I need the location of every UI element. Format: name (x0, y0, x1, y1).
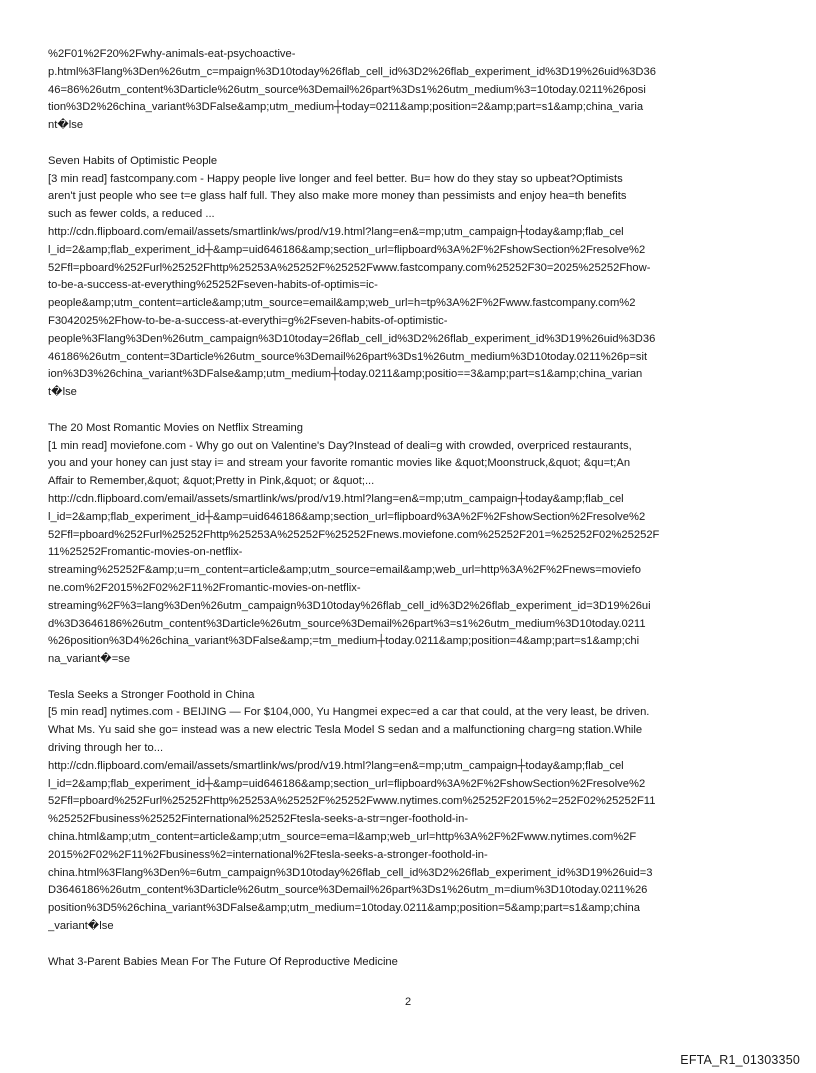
text-line: 46=86%26utm_content%3Darticle%26utm_source%3Demail%26part%3Ds1%26utm_medium%3=10today.0211%26posi (48, 83, 646, 96)
block-gap (48, 135, 770, 153)
article-title: The 20 Most Romantic Movies on Netflix Streaming (48, 421, 303, 434)
text-line: you and your honey can just stay i= and stream your favorite romantic movies like &quot;Moonstruck,&quot; &qu=t;An (48, 457, 631, 470)
text-line: http://cdn.flipboard.com/email/assets/smartlink/ws/prod/v19.html?lang=en&=mp;utm_campaign┼today&amp;flab_cel (48, 492, 624, 505)
text-line: people%3Flang%3Den%26utm_campaign%3D10today=26flab_cell_id%3D2%26flab_experiment_id%3D19%26uid%3D36 (48, 332, 656, 345)
text-line: l_id=2&amp;flab_experiment_id┼&amp=uid646186&amp;section_url=flipboard%3A%2F%2FshowSection%2Fresolve%2 (48, 777, 646, 790)
text-line: l_id=2&amp;flab_experiment_id┼&amp=uid646186&amp;section_url=flipboard%3A%2F%2FshowSection%2Fresolve%2 (48, 243, 646, 256)
page-number: 2 (404, 996, 412, 1008)
text-line: ne.com%2F2015%2F02%2F11%2Fromantic-movies-on-netflix- (48, 581, 361, 594)
block-gap (48, 402, 770, 420)
email-body (48, 46, 770, 971)
text-line: such as fewer colds, a reduced ... (48, 208, 215, 221)
text-line: 52Ffl=pboard%252Furl%25252Fhttp%25253A%25252F%25252Fnews.moviefone.com%25252F201=%25252F02%25252F (48, 528, 660, 541)
block-gap (48, 669, 770, 687)
text-line: 52Ffl=pboard%252Furl%25252Fhttp%25253A%25252F%25252Fwww.fastcompany.com%25252F30=2025%25252Fhow- (48, 261, 651, 274)
text-line: [5 min read] nytimes.com - BEIJING — For $104,000, Yu Hangmei expec=ed a car that could, at the very least, be driven. (48, 706, 650, 719)
text-line: t�lse (48, 386, 77, 399)
text-line: streaming%2F%3=lang%3Den%26utm_campaign%3D10today%26flab_cell_id%3D2%26flab_experiment_id=3D19%26ui (48, 599, 651, 612)
entry-babies (48, 954, 770, 972)
text-line: tion%3D2%26china_variant%3DFalse&amp;utm_medium┼today=0211&amp;position=2&amp;part=s1&amp;china_varia (48, 101, 644, 114)
block-gap (48, 936, 770, 954)
text-line: _variant�lse (48, 920, 114, 933)
text-line: Affair to Remember,&quot; &quot;Pretty in Pink,&quot; or &quot;... (48, 475, 375, 488)
text-line: people&amp;utm_content=article&amp;utm_source=email&amp;web_url=h=tp%3A%2F%2Fwww.fastcompany.com%2 (48, 297, 636, 310)
entry-intro-url (48, 46, 770, 135)
bates-number: EFTA_R1_01303350 (680, 1053, 800, 1067)
text-line: nt�lse (48, 119, 84, 132)
text-line: %2F01%2F20%2Fwhy-animals-eat-psychoactive- (48, 48, 296, 60)
text-line: http://cdn.flipboard.com/email/assets/smartlink/ws/prod/v19.html?lang=en&=mp;utm_campaign┼today&amp;flab_cel (48, 225, 624, 238)
text-line: %26position%3D4%26china_variant%3DFalse&amp;=tm_medium┼today.0211&amp;position=4&amp;part=s1&amp;chi (48, 635, 640, 648)
article-title: What 3-Parent Babies Mean For The Future Of Reproductive Medicine (48, 955, 398, 968)
entry-tesla (48, 687, 770, 936)
text-line: %25252Fbusiness%25252Finternational%25252Ftesla-seeks-a-str=nger-foothold-in- (48, 813, 469, 826)
text-line: na_variant�=se (48, 653, 131, 666)
entry-optimistic (48, 153, 770, 402)
text-line: 2015%2F02%2F11%2Fbusiness%2=international%2Ftesla-seeks-a-stronger-foothold-in- (48, 848, 488, 861)
text-line: ion%3D3%26china_variant%3DFalse&amp;utm_medium┼today.0211&amp;positio==3&amp;part=s1&amp;china_varian (48, 368, 643, 381)
text-line: 11%25252Fromantic-movies-on-netflix- (48, 546, 243, 559)
text-line: [3 min read] fastcompany.com - Happy people live longer and feel better. Bu= how do they stay so upbeat?Optimists (48, 172, 623, 185)
text-line: http://cdn.flipboard.com/email/assets/smartlink/ws/prod/v19.html?lang=en&=mp;utm_campaign┼today&amp;flab_cel (48, 759, 624, 772)
text-line: streaming%25252F&amp;u=m_content=article&amp;utm_source=email&amp;web_url=http%3A%2F%2Fnews=moviefo (48, 564, 641, 577)
text-line: china.html&amp;utm_content=article&amp;utm_source=ema=l&amp;web_url=http%3A%2F%2Fwww.nytimes.com%2F (48, 831, 637, 844)
text-line: d%3D3646186%26utm_content%3Darticle%26utm_source%3Demail%26part%3=s1%26utm_medium%3D10today.0211 (48, 617, 646, 630)
text-line: What Ms. Yu said she go= instead was a new electric Tesla Model S sedan and a malfunctioning charg=ng station.While (48, 724, 643, 737)
text-line: l_id=2&amp;flab_experiment_id┼&amp=uid646186&amp;section_url=flipboard%3A%2F%2FshowSection%2Fresolve%2 (48, 510, 646, 523)
text-line: driving through her to... (48, 742, 164, 755)
text-line: D3646186%26utm_content%3Darticle%26utm_source%3Demail%26part%3Ds1%26utm_m=dium%3D10today.0211%26 (48, 884, 648, 897)
text-line: 52Ffl=pboard%252Furl%25252Fhttp%25253A%25252F%25252Fwww.nytimes.com%25252F2015%2=252F02%25252F11 (48, 795, 656, 808)
text-lines (48, 46, 770, 971)
text-line: [1 min read] moviefone.com - Why go out on Valentine's Day?Instead of deali=g with crowded, overpriced restaurants, (48, 439, 632, 452)
text-line: p.html%3Flang%3Den%26utm_c=mpaign%3D10today%26flab_cell_id%3D2%26flab_experiment_id%3D19%26uid%3D36 (48, 65, 656, 78)
text-line: F3042025%2Fhow-to-be-a-success-at-everythi=g%2Fseven-habits-of-optimistic- (48, 314, 448, 327)
article-title: Seven Habits of Optimistic People (48, 154, 218, 167)
text-line: 46186%26utm_content=3Darticle%26utm_source%3Demail%26part%3Ds1%26utm_medium%3D10today.0211%26p=sit (48, 350, 648, 363)
text-line: to-be-a-success-at-everything%25252Fseven-habits-of-optimis=ic- (48, 279, 378, 292)
text-line: china.html%3Flang%3Den%=6utm_campaign%3D10today%26flab_cell_id%3D2%26flab_experiment_id%3D19%26uid=3 (48, 866, 653, 879)
text-line: position%3D5%26china_variant%3DFalse&amp;utm_medium=10today.0211&amp;position=5&amp;part=s1&amp;china (48, 902, 640, 915)
article-title: Tesla Seeks a Stronger Foothold in China (48, 688, 255, 701)
text-line: aren't just people who see t=e glass half full. They also make more money than pessimists and enjoy hea=th benefits (48, 190, 627, 203)
entry-romantic (48, 420, 770, 669)
